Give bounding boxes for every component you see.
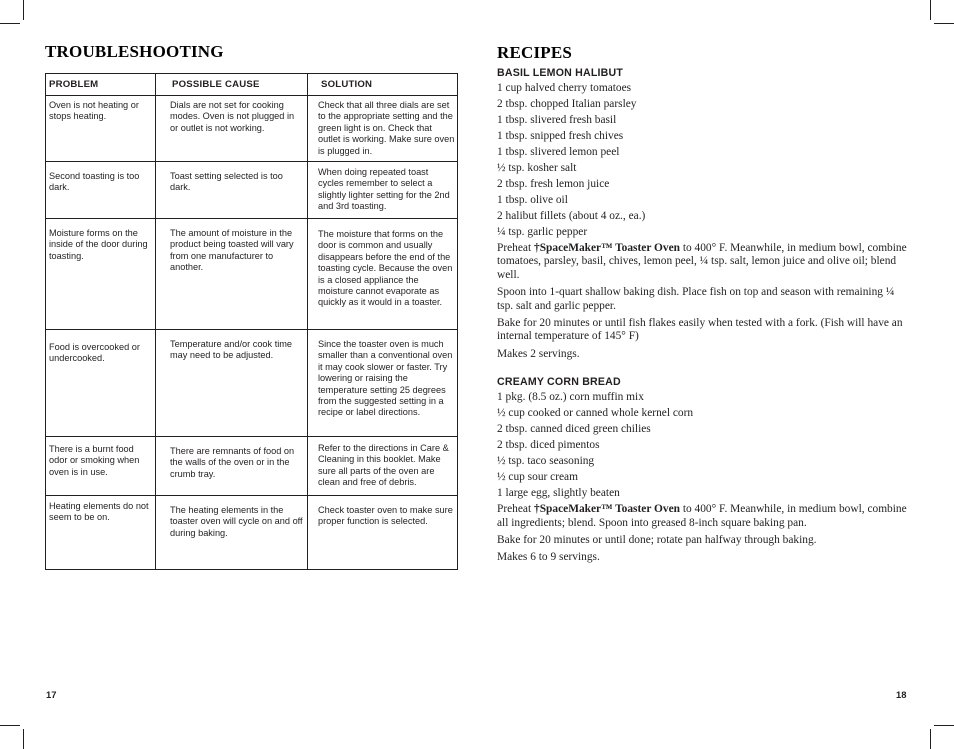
crop-mark: [23, 0, 24, 20]
cause-cell: Temperature and/or cook time may need to be adjusted.: [156, 330, 308, 437]
table-row: [46, 162, 458, 219]
ingredient: 2 tbsp. diced pimentos: [497, 439, 600, 452]
cause-cell: The heating elements in the toaster oven will cycle on and off during baking.: [156, 496, 308, 570]
instruction-step: Preheat †SpaceMaker™ Toaster Oven to 400° F. Meanwhile, in medium bowl, combine tomatoes, parsley, basil, chives, lemon peel, ¼ tsp. salt, lemon juice and olive oil; blend well.: [497, 242, 907, 281]
crop-mark: [930, 0, 931, 20]
crop-mark: [23, 729, 24, 749]
table-row: [46, 437, 458, 496]
solution-cell: Since the toaster oven is much smaller than a conventional oven it may cook slower or faster. Try lowering or raising the temperature setting 25 degrees from the suggested setting in a recipe or label directions.: [308, 330, 458, 437]
ingredient: 1 tbsp. slivered lemon peel: [497, 146, 620, 158]
problem-cell: Food is overcooked or undercooked.: [46, 330, 156, 437]
problem-cell: There is a burnt food odor or smoking when oven is in use.: [46, 437, 156, 496]
ingredient: 1 tbsp. olive oil: [497, 194, 568, 206]
ingredient: 2 halibut fillets (about 4 oz., ea.): [497, 210, 646, 222]
ingredient: 2 tbsp. canned diced green chilies: [497, 423, 651, 436]
solution-cell: When doing repeated toast cycles remember to select a slightly lighter setting for the 2nd and 3rd toasting.: [308, 162, 458, 219]
table-row: [46, 219, 458, 330]
crop-mark: [930, 729, 931, 749]
crop-mark: [0, 725, 20, 726]
problem-cell: Oven is not heating or stops heating.: [46, 96, 156, 162]
instruction-step: Bake for 20 minutes or until fish flakes easily when tested with a fork. (Fish will have an internal temperature of 145° F): [497, 317, 903, 343]
brand-name: †SpaceMaker™ Toaster Oven: [534, 242, 680, 254]
crop-mark: [934, 23, 954, 24]
ingredient: 2 tbsp. chopped Italian parsley: [497, 98, 637, 110]
ingredient: 1 large egg, slightly beaten: [497, 487, 620, 500]
ingredient: ½ cup sour cream: [497, 471, 578, 484]
recipe-creamy-corn-bread: [497, 375, 909, 565]
table-row: [46, 330, 458, 437]
table-row: [46, 96, 458, 162]
ingredient: 1 tbsp. slivered fresh basil: [497, 114, 617, 126]
ingredient: ½ cup cooked or canned whole kernel corn: [497, 407, 694, 420]
cause-cell: The amount of moisture in the product being toasted will vary from one manufacturer to another.: [156, 219, 308, 330]
ingredient: 2 tbsp. fresh lemon juice: [497, 178, 610, 190]
ingredient: 1 tbsp. snipped fresh chives: [497, 130, 624, 142]
ingredient-list: [497, 389, 909, 501]
crop-mark: [0, 23, 20, 24]
crop-mark: [934, 725, 954, 726]
brand-name: †SpaceMaker™ Toaster Oven: [534, 503, 680, 516]
ingredient: ¼ tsp. garlic pepper: [497, 226, 588, 238]
header-problem: PROBLEM: [46, 74, 156, 96]
ingredient: 1 cup halved cherry tomatoes: [497, 82, 632, 94]
header-solution: SOLUTION: [308, 74, 458, 96]
page-number-right: 18: [896, 689, 907, 700]
troubleshooting-table: [45, 73, 458, 570]
ingredient: ½ tsp. kosher salt: [497, 162, 577, 174]
recipe-title: CREAMY CORN BREAD: [497, 376, 621, 389]
cause-cell: Toast setting selected is too dark.: [156, 162, 308, 219]
ingredient: 1 pkg. (8.5 oz.) corn muffin mix: [497, 391, 644, 404]
header-possible-cause: POSSIBLE CAUSE: [156, 74, 308, 96]
ingredient: ½ tsp. taco seasoning: [497, 455, 595, 468]
servings: Makes 2 servings.: [497, 347, 580, 360]
problem-cell: Heating elements do not seem to be on.: [46, 496, 156, 570]
recipes-section: [497, 66, 909, 569]
solution-cell: The moisture that forms on the door is common and usually disappears before the end of the toasting cycle. Because the oven is a closed appliance the moisture cannot evaporate as quickly as it would in a toaster.: [308, 219, 458, 330]
solution-cell: Check toaster oven to make sure proper function is selected.: [308, 496, 458, 570]
servings: Makes 6 to 9 servings.: [497, 551, 600, 564]
problem-cell: Second toasting is too dark.: [46, 162, 156, 219]
table-row: [46, 496, 458, 570]
instruction-step: Preheat †SpaceMaker™ Toaster Oven to 400° F. Meanwhile, in medium bowl, combine all ingredients; blend. Spoon into greased 8-inch square baking pan.: [497, 503, 907, 529]
cause-cell: There are remnants of food on the walls of the oven or in the crumb tray.: [156, 437, 308, 496]
problem-cell: Moisture forms on the inside of the door during toasting.: [46, 219, 156, 330]
ingredient-list: [497, 80, 909, 240]
troubleshooting-title: TROUBLESHOOTING: [45, 42, 224, 61]
solution-cell: Refer to the directions in Care & Cleaning in this booklet. Make sure all parts of the oven are clean and free of debris.: [308, 437, 458, 496]
recipe-title: BASIL LEMON HALIBUT: [497, 67, 624, 79]
table-header-row: [46, 74, 458, 96]
cause-cell: Dials are not set for cooking modes. Oven is not plugged in or outlet is not working.: [156, 96, 308, 162]
solution-cell: Check that all three dials are set to the appropriate setting and the green light is on. Check that outlet is working. Make sure oven is plugged in.: [308, 96, 458, 162]
instruction-step: Spoon into 1-quart shallow baking dish. Place fish on top and season with remaining ¼ tsp. salt and garlic pepper.: [497, 286, 895, 312]
page-number-left: 17: [46, 689, 57, 700]
recipes-title: RECIPES: [497, 43, 573, 62]
instruction-step: Bake for 20 minutes or until done; rotate pan halfway through baking.: [497, 534, 817, 547]
recipe-basil-lemon-halibut: [497, 66, 909, 361]
